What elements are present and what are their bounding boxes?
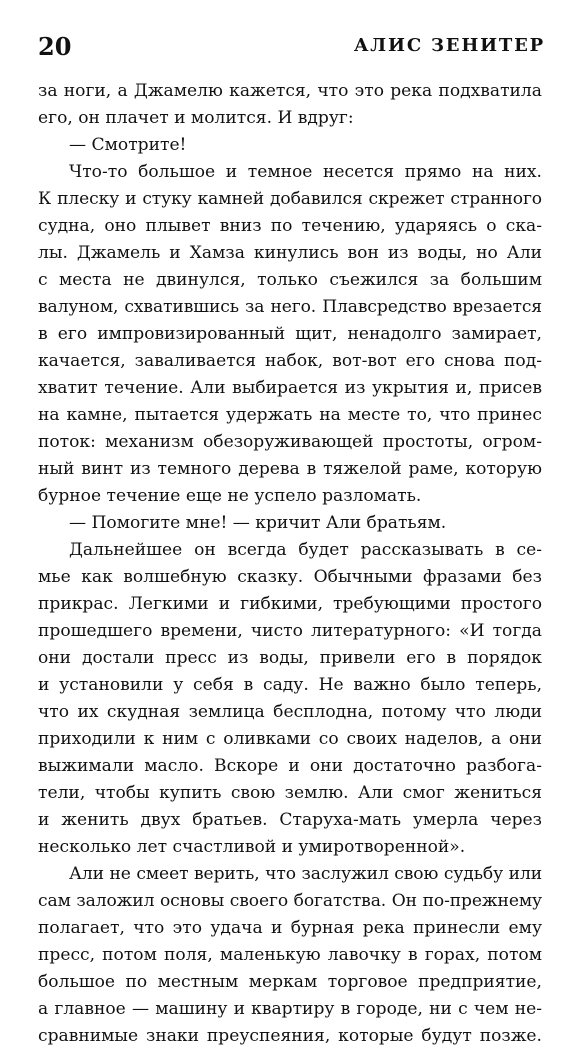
text-line: прикрас. Легкими и гибкими, требующими простого bbox=[38, 594, 542, 614]
text-line: большое по местным меркам торговое предприятие, bbox=[38, 972, 542, 992]
text-line: Али не смеет верить, что заслужил свою судьбу или bbox=[69, 864, 542, 884]
text-line: его, он плачет и молится. И вдруг: bbox=[38, 108, 354, 128]
text-line: Что-то большое и темное несется прямо на них. bbox=[69, 162, 542, 182]
text-line: сам заложил основы своего богатства. Он по-прежнему bbox=[38, 891, 542, 911]
text-line: судна, оно плывет вниз по течению, ударяясь о ска- bbox=[38, 216, 542, 236]
text-line: и женить двух братьев. Старуха-мать умерла через bbox=[38, 810, 542, 830]
text-line: К плеску и стуку камней добавился скрежет странного bbox=[38, 189, 542, 209]
running-head-author: АЛИС ЗЕНИТЕР bbox=[353, 35, 545, 56]
text-line: мье как волшебную сказку. Обычными фразами без bbox=[38, 567, 542, 587]
text-line: Дальнейшее он всегда будет рассказывать в се- bbox=[69, 540, 542, 560]
text-line: бурное течение еще не успело разломать. bbox=[38, 486, 422, 506]
text-line: полагает, что это удача и бурная река принесли ему bbox=[38, 918, 542, 938]
text-line: поток: механизм обезоруживающей простоты, огром- bbox=[38, 432, 542, 452]
text-line: на камне, пытается удержать на месте то, что принес bbox=[38, 405, 542, 425]
text-line: сравнимые знаки преуспеяния, которые будут позже. bbox=[38, 1026, 542, 1046]
text-line: валуном, схватившись за него. Плавсредство врезается bbox=[38, 297, 542, 317]
text-line: хватит течение. Али выбирается из укрытия и, присев bbox=[38, 378, 542, 398]
text-line: в его импровизированный щит, ненадолго замирает, bbox=[38, 324, 542, 344]
page-header bbox=[38, 32, 545, 68]
text-line: — Смотрите! bbox=[69, 135, 187, 155]
text-line: за ноги, а Джамелю кажется, что это река подхватила bbox=[38, 81, 542, 101]
text-line: они достали пресс из воды, привели его в порядок bbox=[38, 648, 542, 668]
text-line: — Помогите мне! — кричит Али братьям. bbox=[69, 513, 447, 533]
page-number: 20 bbox=[38, 32, 72, 61]
text-line: и установили у себя в саду. Не важно было теперь, bbox=[38, 675, 542, 695]
text-line: с места не двинулся, только съежился за большим bbox=[38, 270, 542, 290]
text-line: лы. Джамель и Хамза кинулись вон из воды, но Али bbox=[38, 243, 542, 263]
text-line: что их скудная землица бесплодна, потому что люди bbox=[38, 702, 542, 722]
text-line: приходили к ним с оливками со своих наделов, а они bbox=[38, 729, 542, 749]
text-line: качается, заваливается набок, вот-вот его снова под- bbox=[38, 351, 542, 371]
text-line: а главное — машину и квартиру в городе, ни с чем не- bbox=[38, 999, 542, 1019]
text-line: тели, чтобы купить свою землю. Али смог жениться bbox=[38, 783, 542, 803]
text-line: пресс, потом поля, маленькую лавочку в горах, потом bbox=[38, 945, 542, 965]
text-line: несколько лет счастливой и умиротворенной». bbox=[38, 837, 466, 857]
text-line: прошедшего времени, чисто литературного: «И тогда bbox=[38, 621, 542, 641]
body-text bbox=[38, 78, 542, 1050]
text-line: выжимали масло. Вскоре и они достаточно разбога- bbox=[38, 756, 542, 776]
text-line: ный винт из темного дерева в тяжелой раме, которую bbox=[38, 459, 542, 479]
